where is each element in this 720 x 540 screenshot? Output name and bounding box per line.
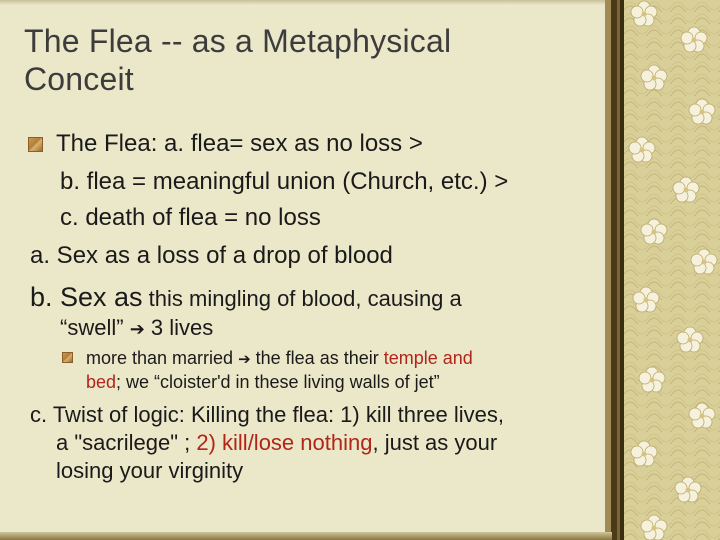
arrow-right-icon: ➔: [238, 351, 251, 368]
text-span: “swell”: [60, 315, 124, 340]
bullet-text: The Flea: a. flea= sex as no loss >: [56, 130, 423, 157]
title-line: Conceit: [24, 61, 134, 97]
highlight-text: 2) kill/lose nothing: [196, 430, 373, 455]
bullet-square-icon: [62, 352, 73, 363]
sub-bullet-text: [86, 346, 473, 372]
text-span: this mingling of blood, causing a: [142, 286, 462, 311]
text-span: , just as your: [372, 430, 498, 455]
bullet-text: losing your virginity: [56, 458, 244, 483]
bullet-square-icon: [28, 137, 43, 152]
large-text: b. Sex as: [30, 282, 143, 312]
panel-top-edge: [0, 0, 612, 5]
text-span: a "sacrilege" ;: [56, 430, 197, 455]
highlight-text: bed: [86, 372, 117, 392]
title-line: The Flea -- as a Metaphysical: [24, 23, 452, 59]
bullet-text: [56, 429, 497, 457]
text-span: more than married: [86, 348, 239, 368]
bullet-text: b. flea = meaningful union (Church, etc.) >: [60, 168, 509, 195]
arrow-right-icon: ➔: [129, 319, 145, 339]
slide-title: [24, 22, 584, 98]
sub-bullet-text: [86, 370, 440, 394]
text-span: 3 lives: [150, 315, 214, 340]
panel-bottom-edge: [0, 532, 612, 540]
highlight-text: temple and: [383, 348, 473, 368]
floral-pattern-icon: [624, 0, 720, 540]
bullet-text: [60, 314, 213, 343]
floral-border: [624, 0, 720, 540]
text-span: the flea as their: [250, 348, 384, 368]
bullet-text: c. death of flea = no loss: [60, 204, 321, 231]
bullet-text: a. Sex as a loss of a drop of blood: [30, 242, 393, 269]
text-span: ; we “cloister'd in these living walls of jet”: [116, 372, 440, 392]
bullet-text: c. Twist of logic: Killing the flea: 1) kill three lives,: [30, 402, 505, 427]
